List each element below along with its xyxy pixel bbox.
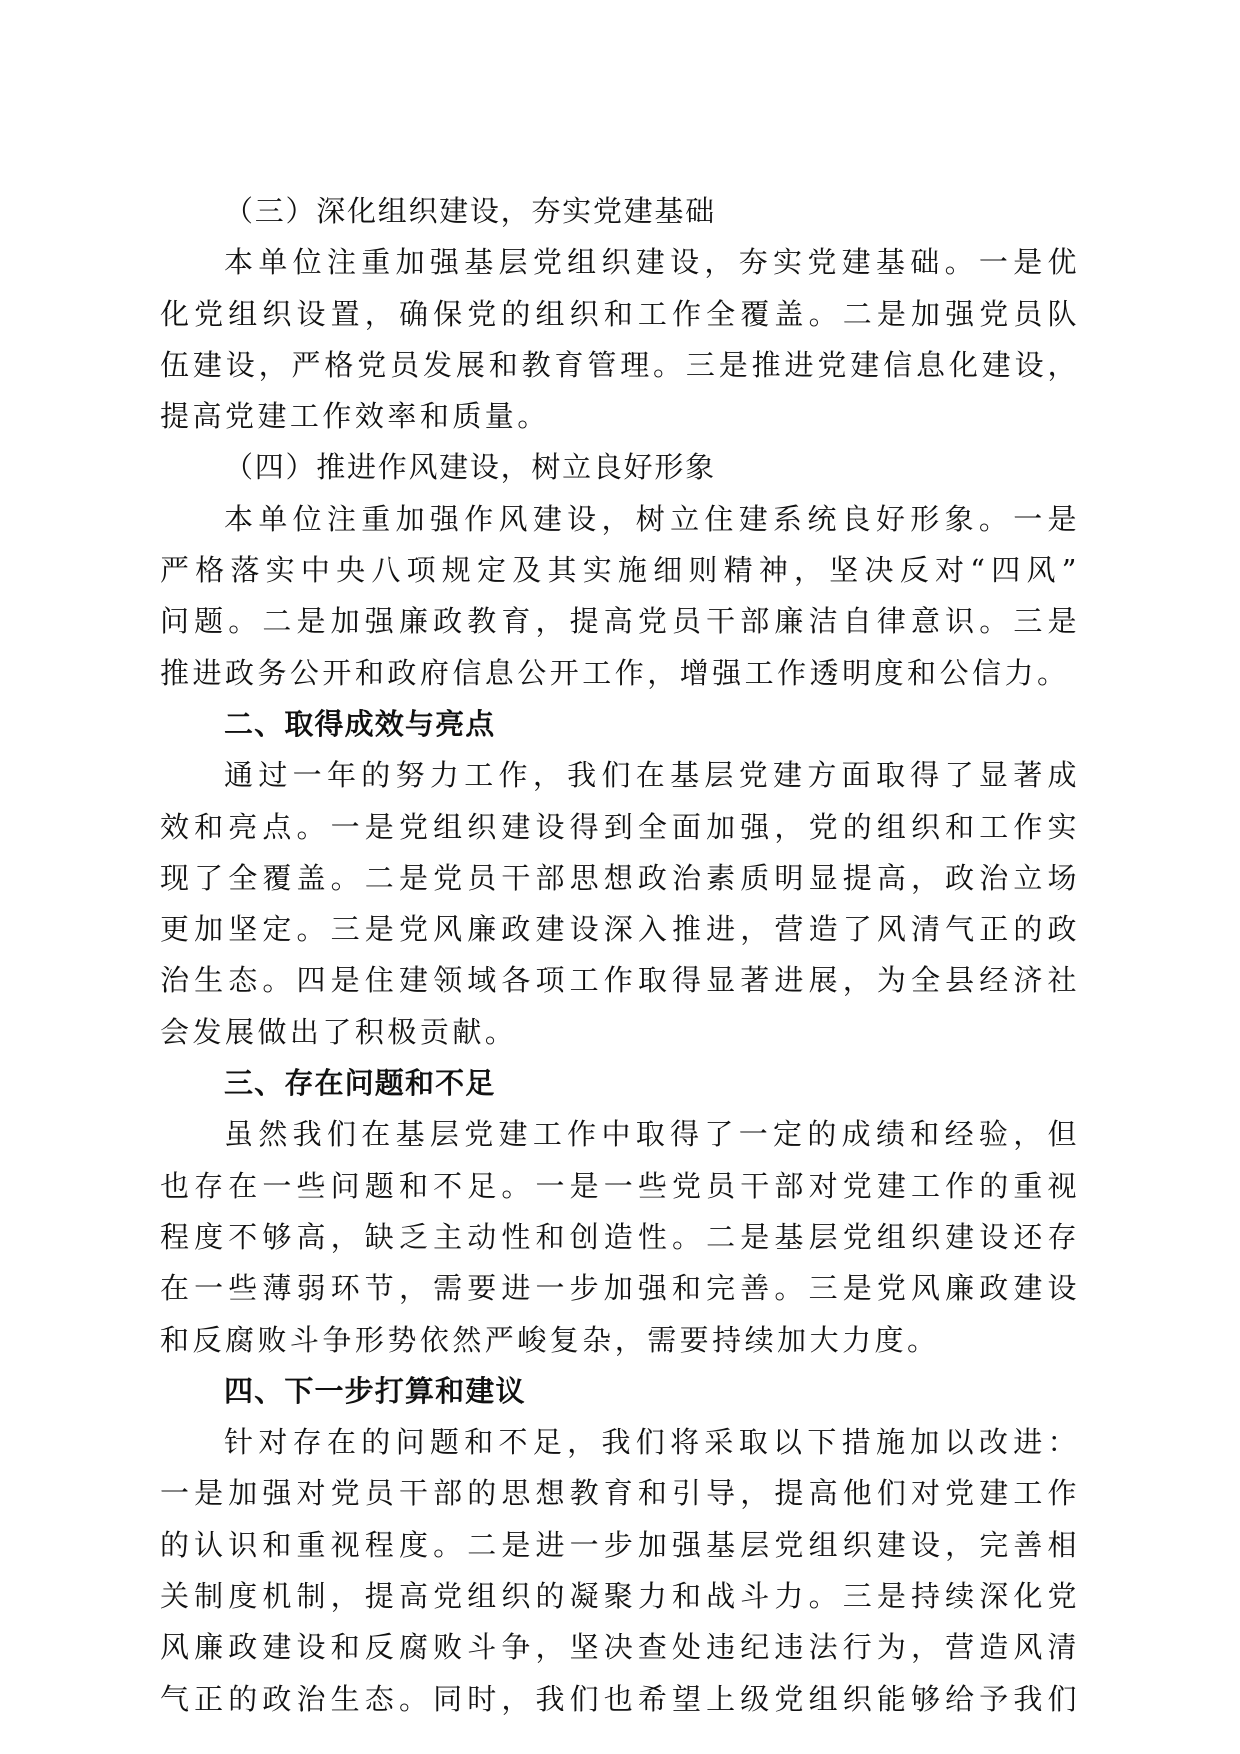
paragraph-line: 通过一年的努力工作，我们在基层党建方面取得了显著成 [224,758,1080,793]
section-heading: 四、下一步打算和建议 [224,1373,526,1408]
paragraph-line: 关制度机制，提高党组织的凝聚力和战斗力。三是持续深化党 [160,1579,1080,1614]
paragraph-line: 本单位注重加强基层党组织建设，夯实党建基础。一是优 [224,245,1080,280]
section-work-style [160,442,1080,698]
section-problems [160,1058,1080,1366]
paragraph-line: 也存在一些问题和不足。一是一些党员干部对党建工作的重视 [160,1168,1080,1203]
section-next-steps [160,1366,1080,1725]
paragraph [160,750,1080,1058]
section-heading: 三、存在问题和不足 [224,1066,496,1101]
paragraph-line: 化党组织设置，确保党的组织和工作全覆盖。二是加强党员队 [160,296,1080,331]
paragraph [160,1417,1080,1725]
paragraph-line: 严格落实中央八项规定及其实施细则精神，坚决反对“四风” [160,553,1080,588]
paragraph [160,494,1080,699]
paragraph-line: 一是加强对党员干部的思想教育和引导，提高他们对党建工作 [160,1476,1080,1511]
section-achievements [160,699,1080,1058]
paragraph-line: 在一些薄弱环节，需要进一步加强和完善。三是党风廉政建设 [160,1271,1080,1306]
paragraph-line: 伍建设，严格党员发展和教育管理。三是推进党建信息化建设， [160,347,1080,382]
paragraph-line: 推进政务公开和政府信息公开工作，增强工作透明度和公信力。 [160,655,1070,690]
paragraph-line: 的认识和重视程度。二是进一步加强基层党组织建设，完善相 [160,1527,1080,1562]
paragraph-line: 气正的政治生态。同时，我们也希望上级党组织能够给予我们 [160,1681,1080,1716]
paragraph-line: 更加坚定。三是党风廉政建设深入推进，营造了风清气正的政 [160,912,1080,947]
paragraph-line: 提高党建工作效率和质量。 [160,399,550,434]
paragraph-line: 虽然我们在基层党建工作中取得了一定的成绩和经验，但 [224,1117,1080,1152]
paragraph-line: 问题。二是加强廉政教育，提高党员干部廉洁自律意识。三是 [160,604,1080,639]
paragraph [160,1109,1080,1365]
subsection-heading: （四）推进作风建设，树立良好形象 [224,450,716,485]
paragraph-line: 风廉政建设和反腐败斗争，坚决查处违纪违法行为，营造风清 [160,1630,1080,1665]
paragraph-line: 现了全覆盖。二是党员干部思想政治素质明显提高，政治立场 [160,860,1080,895]
paragraph-line: 和反腐败斗争形势依然严峻复杂，需要持续加大力度。 [160,1322,940,1357]
paragraph-line: 治生态。四是住建领域各项工作取得显著进展，为全县经济社 [160,963,1080,998]
paragraph-line: 针对存在的问题和不足，我们将采取以下措施加以改进： [224,1425,1080,1460]
paragraph-line: 本单位注重加强作风建设，树立住建系统良好形象。一是 [224,501,1080,536]
paragraph [160,237,1080,442]
paragraph-line: 会发展做出了积极贡献。 [160,1014,518,1049]
paragraph-line: 效和亮点。一是党组织建设得到全面加强，党的组织和工作实 [160,809,1080,844]
paragraph-line: 程度不够高，缺乏主动性和创造性。二是基层党组织建设还存 [160,1219,1080,1254]
subsection-heading: （三）深化组织建设，夯实党建基础 [224,194,716,228]
section-organization [160,186,1080,442]
section-heading: 二、取得成效与亮点 [224,706,496,741]
document-page [160,186,1080,1725]
